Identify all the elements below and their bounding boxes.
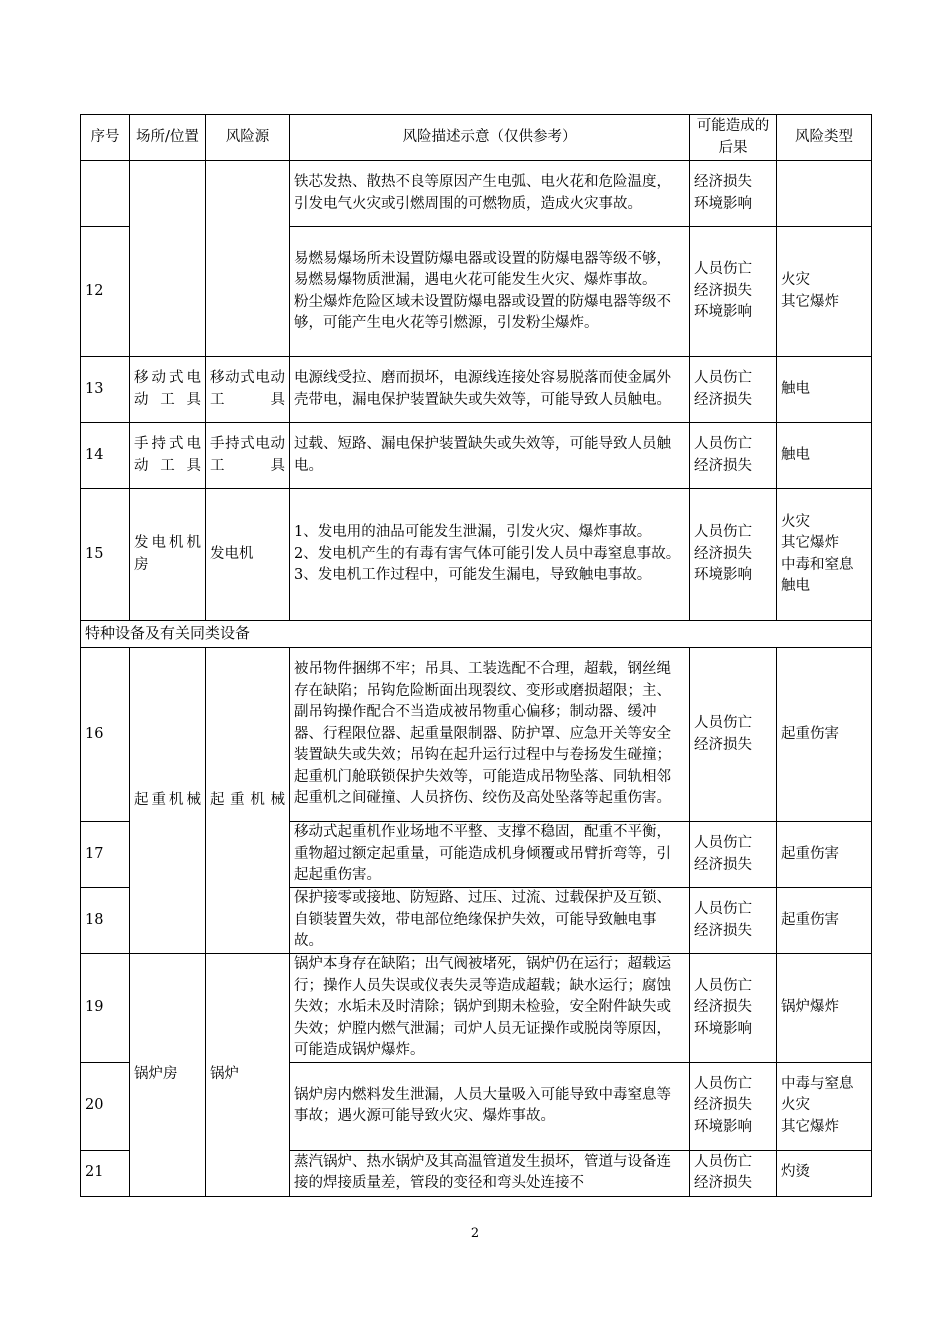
consequence-cell: 人员伤亡 经济损失 [690,1150,777,1196]
risk-table [80,114,872,1197]
location-cell: 锅炉房 [130,954,206,1197]
consequence-cell: 人员伤亡 经济损失 [690,822,777,888]
type-cell: 中毒与窒息 火灾 其它爆炸 [777,1062,872,1150]
header-source: 风险源 [206,115,290,161]
description-cell: 保护接零或接地、防短路、过压、过流、过载保护及互锁、自锁装置失效，带电部位绝缘保护失效，可能导致触电事故。 [290,888,690,954]
location-cell: 移动式电动工具 [130,357,206,423]
seq-cell: 18 [81,888,130,954]
source-cell: 发电机 [206,489,290,621]
location-cell: 发电机机房 [130,489,206,621]
consequence-cell: 人员伤亡 经济损失 环境影响 [690,954,777,1063]
seq-cell: 14 [81,423,130,489]
header-seq: 序号 [81,115,130,161]
seq-cell: 21 [81,1150,130,1196]
table-row [81,648,872,822]
type-cell: 触电 [777,423,872,489]
table-header-row [81,115,872,161]
section-title: 特种设备及有关同类设备 [81,621,872,648]
table-row [81,423,872,489]
type-cell: 起重伤害 [777,888,872,954]
description-cell: 蒸汽锅炉、热水锅炉及其高温管道发生损坏，管道与设备连接的焊接质量差，管段的变径和弯头处连接不 [290,1150,690,1196]
description-cell: 被吊物件捆绑不牢；吊具、工装选配不合理，超载，钢丝绳存在缺陷；吊钩危险断面出现裂纹、变形或磨损超限；主、副吊钩操作配合不当造成被吊物重心偏移；制动器、缓冲器、行程限位器、起重量限制器、防护罩、应急开关等安全装置缺失或失效；吊钩在起升运行过程中与卷扬发生碰撞；起重机门舱联锁保护失效等，可能造成吊物坠落、同轨相邻起重机之间碰撞、人员挤伤、绞伤及高处坠落等起重伤害。 [290,648,690,822]
consequence-cell: 人员伤亡 经济损失 [690,423,777,489]
seq-cell: 15 [81,489,130,621]
seq-cell: 17 [81,822,130,888]
consequence-cell: 人员伤亡 经济损失 环境影响 [690,489,777,621]
type-cell: 火灾 其它爆炸 中毒和窒息 触电 [777,489,872,621]
type-cell: 灼烫 [777,1150,872,1196]
consequence-cell: 人员伤亡 经济损失 [690,888,777,954]
type-cell [777,161,872,227]
source-cell: 起重机械 [206,648,290,954]
source-cell: 锅炉 [206,954,290,1197]
consequence-cell: 经济损失 环境影响 [690,161,777,227]
source-cell: 移动式电动工具 [206,357,290,423]
table-row [81,954,872,1063]
source-cell [206,161,290,357]
consequence-cell: 人员伤亡 经济损失 [690,648,777,822]
seq-cell: 16 [81,648,130,822]
consequence-cell: 人员伤亡 经济损失 环境影响 [690,227,777,357]
type-cell: 触电 [777,357,872,423]
source-cell: 手持式电动工具 [206,423,290,489]
description-cell: 电源线受拉、磨而损坏，电源线连接处容易脱落而使金属外壳带电，漏电保护装置缺失或失效等，可能导致人员触电。 [290,357,690,423]
header-type: 风险类型 [777,115,872,161]
description-cell: 锅炉本身存在缺陷；出气阀被堵死，锅炉仍在运行；超载运行；操作人员失误或仪表失灵等造成超载；缺水运行；腐蚀失效；水垢未及时清除；锅炉到期未检验，安全附件缺失或失效；炉膛内燃气泄漏；司炉人员无证操作或脱岗等原因，可能造成锅炉爆炸。 [290,954,690,1063]
table-row [81,357,872,423]
type-cell: 起重伤害 [777,648,872,822]
consequence-cell: 人员伤亡 经济损失 [690,357,777,423]
type-cell: 火灾 其它爆炸 [777,227,872,357]
header-description: 风险描述示意（仅供参考） [290,115,690,161]
description-cell: 1、发电用的油品可能发生泄漏，引发火灾、爆炸事故。 2、发电机产生的有毒有害气体可能引发人员中毒窒息事故。 3、发电机工作过程中，可能发生漏电，导致触电事故。 [290,489,690,621]
location-cell: 手持式电动工具 [130,423,206,489]
table-row [81,489,872,621]
seq-cell [81,161,130,227]
header-consequence: 可能造成的后果 [690,115,777,161]
type-cell: 起重伤害 [777,822,872,888]
table-row [81,161,872,227]
consequence-cell: 人员伤亡 经济损失 环境影响 [690,1062,777,1150]
description-cell: 易燃易爆场所未设置防爆电器或设置的防爆电器等级不够，易燃易爆物质泄漏，遇电火花可能发生火灾、爆炸事故。 粉尘爆炸危险区域未设置防爆电器或设置的防爆电器等级不够，可能产生电火花等引燃源，引发粉尘爆炸。 [290,227,690,357]
seq-cell: 19 [81,954,130,1063]
seq-cell: 13 [81,357,130,423]
page-number: 2 [470,1226,480,1241]
location-cell [130,161,206,357]
seq-cell: 20 [81,1062,130,1150]
description-cell: 移动式起重机作业场地不平整、支撑不稳固，配重不平衡，重物超过额定起重量，可能造成机身倾覆或吊臂折弯等，引起起重伤害。 [290,822,690,888]
description-cell: 铁芯发热、散热不良等原因产生电弧、电火花和危险温度，引发电气火灾或引燃周围的可燃物质，造成火灾事故。 [290,161,690,227]
section-row [81,621,872,648]
header-location: 场所/位置 [130,115,206,161]
description-cell: 锅炉房内燃料发生泄漏，人员大量吸入可能导致中毒窒息等事故；遇火源可能导致火灾、爆炸事故。 [290,1062,690,1150]
description-cell: 过载、短路、漏电保护装置缺失或失效等，可能导致人员触电。 [290,423,690,489]
location-cell: 起重机械 [130,648,206,954]
type-cell: 锅炉爆炸 [777,954,872,1063]
seq-cell: 12 [81,227,130,357]
